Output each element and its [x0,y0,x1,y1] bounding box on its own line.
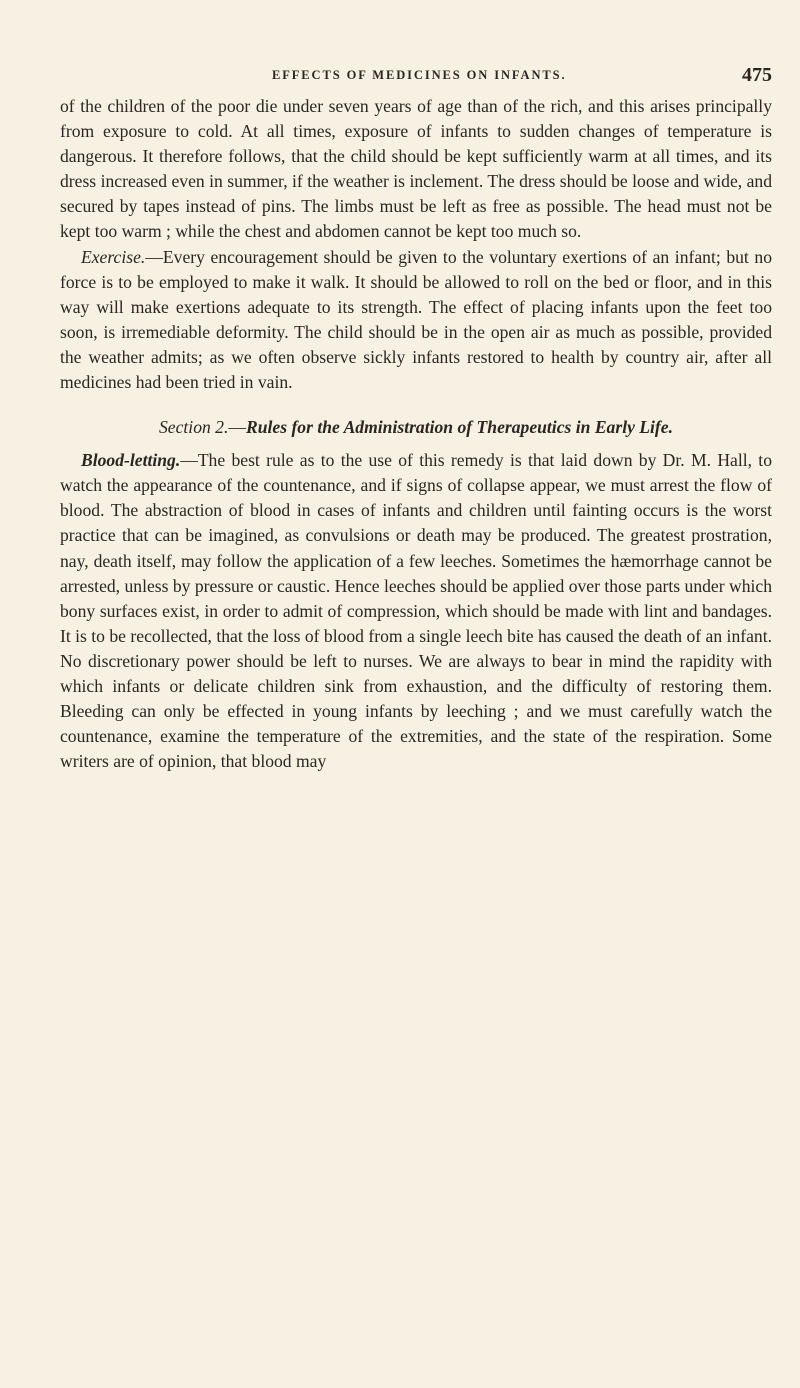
paragraph-blood-letting [60,448,772,774]
paragraph-text: —Every encouragement should be given to the voluntary exertions of an infant; but no force is to be employed to make it walk. It should be allowed to roll on the bed or floor, and in this way will make exertions adequate to its strength. The effect of placing infants upon the feet too soon, is irremediable deformity. The child should be in the open air as much as possible, provided the weather admits; as we often observe sickly infants restored to health by country air, after all medicines had been tried in vain. [60,246,772,393]
paragraph-continuation [60,94,772,245]
body-text [60,94,772,774]
section-dash: — [228,417,246,438]
running-title: EFFECTS OF MEDICINES ON INFANTS. [272,68,567,82]
section-title: Rules for the Administration of Therapeutics in Early Life. [245,417,673,438]
paragraph-text: —The best rule as to the use of this remedy is that laid down by Dr. M. Hall, to watch the appearance of the countenance, and if signs of collapse appear, we must arrest the flow of blood. The abstraction of blood in cases of infants and children until fainting occurs is the worst practice that can be imagined, as convulsions or death may be produced. The greatest prostration, nay, death itself, may follow the application of a few leeches. Sometimes the hæmorrhage cannot be arrested, unless by pressure or caustic. Hence leeches should be applied over those parts under which bony surfaces exist, in order to admit of compression, which should be made with lint and bandages. It is to be recollected, that the loss of blood from a single leech bite has caused the death of an infant. No discretionary power should be left to nurses. We are always to bear in mind the rapidity with which infants or delicate children sink from exhaustion, and the difficulty of restoring them. Bleeding can only be effected in young infants by leeching ; and we must carefully watch the countenance, examine the temperature of the extremities, and the state of the respiration. Some writers are of opinion, that blood may [60,450,772,772]
paragraph-exercise [60,245,772,396]
blood-letting-heading: Blood-letting. [81,450,181,471]
section-label: Section 2. [159,417,229,438]
page-header [60,64,772,90]
section-heading [60,415,772,440]
exercise-heading: Exercise. [81,246,146,267]
paragraph-text: of the children of the poor die under seven years of age than of the rich, and this arises principally from exposure to cold. At all times, exposure of infants to sudden changes of temperature is dangerous. It therefore follows, that the child should be kept sufficiently warm at all times, and its dress increased even in summer, if the weather is inclement. The dress should be loose and wide, and secured by tapes instead of pins. The limbs must be left as free as possible. The head must not be kept too warm ; while the chest and abdomen cannot be kept too much so. [60,96,772,242]
page-number: 475 [742,64,772,86]
